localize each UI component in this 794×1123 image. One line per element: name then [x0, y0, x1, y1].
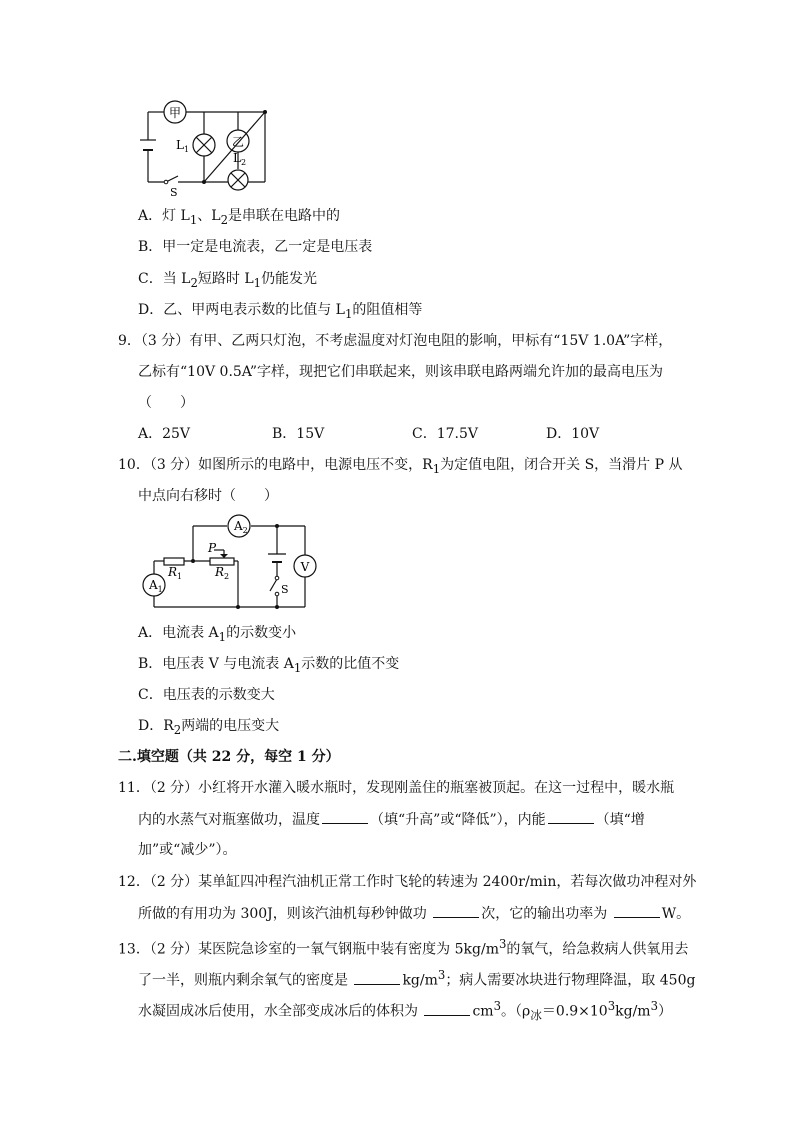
q9-line1: 9．（3 分）有甲、乙两只灯泡，不考虑温度对灯泡电阻的影响，甲标有“15V 1.0A”字样， — [118, 333, 673, 349]
q11-line3: 加”或“减少”）。 — [138, 842, 237, 858]
q10-line1: 10．（3 分）如图所示的电路中，电源电压不变，$R_1$为定值电阻，闭合开关 S，当滑片 P 从 — [118, 457, 683, 476]
circuit-figure-2 — [138, 514, 323, 612]
slider-p-label: P — [208, 541, 217, 555]
q10-option-d: D．$R_2$两端的电压变大 — [138, 718, 280, 737]
lamp2-label: $L_2$ — [233, 151, 247, 167]
circuit-figure-1 — [130, 98, 280, 198]
q13-line1: 13．（2 分）某医院急诊室的一氧气钢瓶中装有密度为 $5kg/m^3$的氧气，给急救病人供氧用去 — [118, 937, 689, 958]
q9-option-a: A．25V — [138, 426, 191, 442]
q11-line1: 11．（2 分）小红将开水灌入暖水瓶时，发现刚盖住的瓶塞被顶起。在这一过程中，暖水瓶 — [118, 780, 675, 796]
r2-label: $R_2$ — [215, 565, 230, 581]
q8-option-c: C．当 $L_2$短路时 $L_1$仍能发光 — [138, 271, 318, 290]
q8-option-d: D．乙、甲两电表示数的比值与 $L_1$的阻值相等 — [138, 302, 423, 321]
q10-line2: 中点向右移时（ ） — [138, 488, 278, 504]
meter-jia-label: 甲 — [168, 106, 182, 120]
q12-line1: 12．（2 分）某单缸四冲程汽油机正常工作时飞轮的转速为 2400r/min，若每次做功冲程对外 — [118, 874, 697, 890]
q8-option-a: A．灯 $L_1$、$L_2$是串联在电路中的 — [138, 208, 340, 227]
answer-blank[interactable] — [354, 970, 400, 985]
ammeter-a2-label: $A_2$ — [234, 519, 248, 535]
switch-s-label: S — [281, 583, 289, 596]
switch-label: S — [170, 186, 178, 198]
q10-option-c: C．电压表的示数变大 — [138, 687, 275, 703]
q8-option-b: B．甲一定是电流表，乙一定是电压表 — [138, 239, 373, 255]
answer-blank[interactable] — [548, 809, 594, 824]
q9-option-b: B．15V — [272, 426, 325, 442]
q13-line2: 了一半，则瓶内剩余氧气的密度是 $kg/m^3$；病人需要冰块进行物理降温，取 450g — [138, 968, 696, 989]
voltmeter-label: V — [300, 560, 310, 574]
q9-line3: （ ） — [138, 395, 194, 411]
r1-label: $R_1$ — [168, 565, 183, 581]
ammeter-a1-label: $A_1$ — [149, 578, 163, 594]
q11-line2: 内的水蒸气对瓶塞做功，温度 （填“升高”或“降低”），内能 （填“增 — [138, 809, 645, 830]
q10-option-b: B．电压表 V 与电流表 $A_1$示数的比值不变 — [138, 656, 400, 675]
answer-blank[interactable] — [614, 903, 660, 918]
answer-blank[interactable] — [322, 809, 368, 824]
q10-option-a: A．电流表 $A_1$的示数变小 — [138, 625, 297, 644]
section-heading-fill-in: 二.填空题（共 22 分，每空 1 分） — [118, 749, 340, 765]
q9-option-c: C．17.5V — [412, 426, 478, 442]
q12-line2: 所做的有用功为 300J，则该汽油机每秒钟做功 次，它的输出功率为 W。 — [138, 903, 690, 924]
meter-yi-label: 乙 — [231, 135, 245, 149]
lamp1-label: $L_1$ — [176, 138, 190, 154]
q9-option-d: D．10V — [546, 426, 600, 442]
q9-line2: 乙标有“10V 0.5A”字样，现把它们串联起来，则该串联电路两端允许加的最高电压为 — [138, 364, 664, 380]
answer-blank[interactable] — [433, 903, 479, 918]
q13-line3: 水凝固成冰后使用，水全部变成冰后的体积为 $cm^3$。$(\rho_冰=0.9\times 10^3kg/m^3)$ — [138, 999, 672, 1023]
answer-blank[interactable] — [424, 1001, 470, 1016]
